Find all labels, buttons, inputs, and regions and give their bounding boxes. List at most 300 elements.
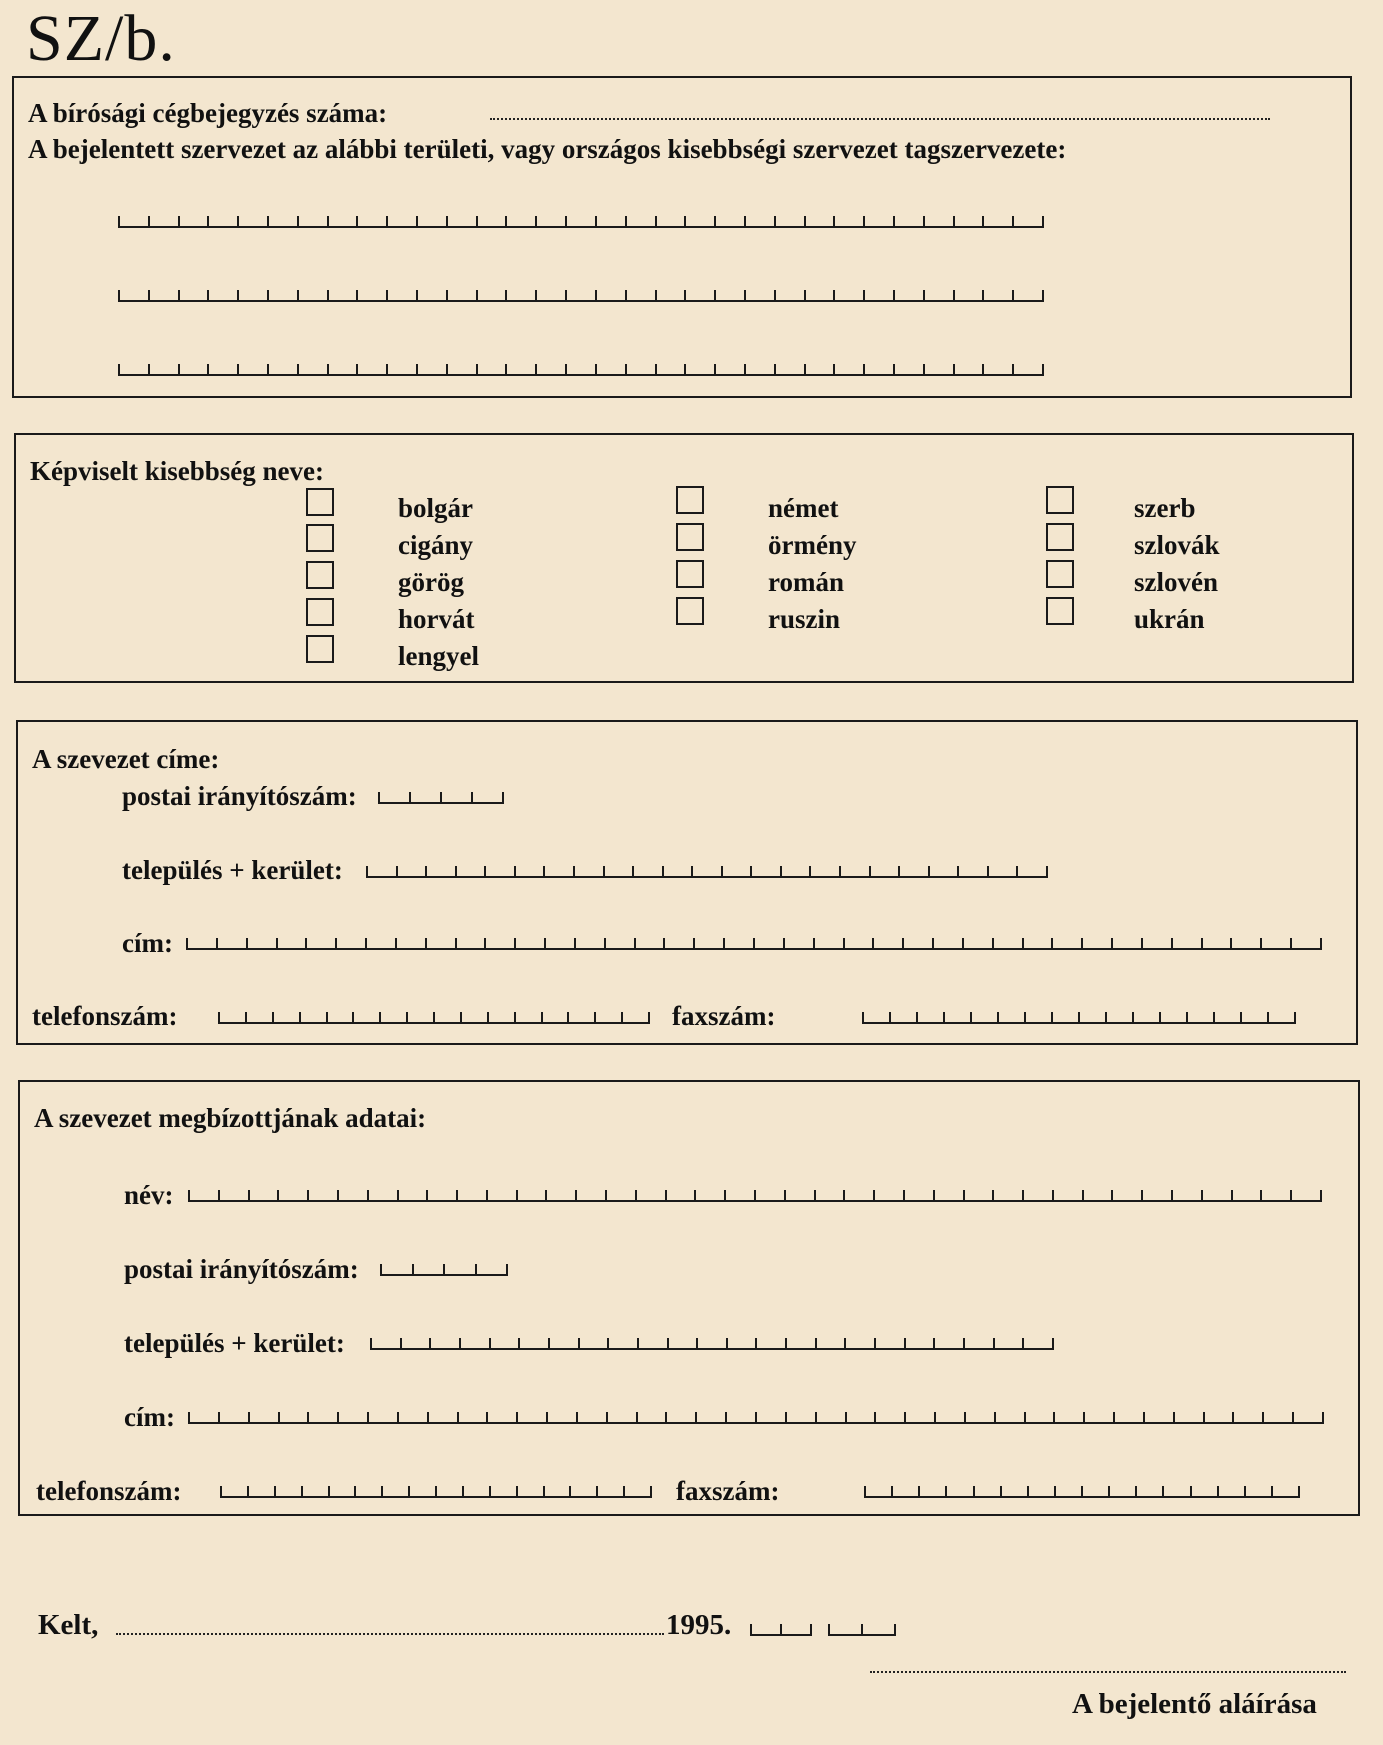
comb-tick bbox=[724, 1190, 726, 1202]
comb-tick bbox=[932, 938, 934, 950]
comb-tick bbox=[603, 866, 605, 878]
org-zip-field[interactable] bbox=[378, 792, 504, 804]
comb-tick bbox=[916, 1012, 918, 1024]
comb-tick bbox=[755, 1338, 757, 1350]
comb-tick bbox=[459, 1338, 461, 1350]
comb-tick bbox=[994, 1412, 996, 1424]
address-section-title: A szevezet címe: bbox=[32, 744, 220, 774]
comb-tick bbox=[489, 1338, 491, 1350]
kelt-label: Kelt, bbox=[38, 1609, 99, 1641]
comb-tick bbox=[335, 938, 337, 950]
comb-tick bbox=[544, 938, 546, 950]
checkbox-szlovak[interactable] bbox=[1046, 523, 1074, 551]
comb-tick bbox=[218, 1190, 220, 1202]
comb-tick bbox=[378, 792, 380, 804]
comb-tick bbox=[695, 1412, 697, 1424]
comb-tick bbox=[893, 216, 895, 228]
comb-tick bbox=[1135, 1486, 1137, 1498]
comb-tick bbox=[665, 1412, 667, 1424]
comb-tick bbox=[435, 1486, 437, 1498]
comb-tick bbox=[1113, 1412, 1115, 1424]
comb-tick bbox=[1132, 1012, 1134, 1024]
comb-tick bbox=[427, 1412, 429, 1424]
comb-tick bbox=[934, 1412, 936, 1424]
comb-tick bbox=[861, 1624, 863, 1636]
comb-tick bbox=[889, 1012, 891, 1024]
comb-tick bbox=[408, 1486, 410, 1498]
comb-tick bbox=[804, 216, 806, 228]
comb-tick bbox=[783, 938, 785, 950]
comb-tick bbox=[714, 364, 716, 376]
comb-tick bbox=[1052, 1338, 1054, 1350]
comb-tick bbox=[487, 1012, 489, 1024]
form-title: SZ/b. bbox=[26, 2, 176, 75]
checkbox-szloven[interactable] bbox=[1046, 560, 1074, 588]
comb-tick bbox=[815, 1338, 817, 1350]
comb-tick bbox=[655, 290, 657, 302]
comb-tick bbox=[1294, 1012, 1296, 1024]
comb-tick bbox=[774, 290, 776, 302]
comb-tick bbox=[625, 216, 627, 228]
comb-tick bbox=[635, 1190, 637, 1202]
comb-tick bbox=[933, 1190, 935, 1202]
comb-tick bbox=[247, 1486, 249, 1498]
comb-tick bbox=[1012, 216, 1014, 228]
comb-tick bbox=[997, 1012, 999, 1024]
rep-address-field[interactable] bbox=[188, 1412, 1324, 1424]
comb-tick bbox=[753, 938, 755, 950]
comb-tick bbox=[514, 1012, 516, 1024]
comb-tick bbox=[637, 1338, 639, 1350]
comb-tick bbox=[484, 866, 486, 878]
comb-tick bbox=[416, 290, 418, 302]
comb-tick bbox=[923, 216, 925, 228]
comb-tick bbox=[1083, 1412, 1085, 1424]
comb-tick bbox=[1027, 1486, 1029, 1498]
option-roman: román bbox=[768, 567, 845, 597]
comb-tick bbox=[839, 866, 841, 878]
option-gorog: görög bbox=[398, 567, 464, 597]
comb-tick bbox=[1022, 938, 1024, 950]
rep-name-label: név: bbox=[124, 1180, 174, 1210]
comb-tick bbox=[684, 290, 686, 302]
comb-tick bbox=[446, 290, 448, 302]
comb-tick bbox=[873, 1190, 875, 1202]
comb-tick bbox=[874, 1338, 876, 1350]
comb-tick bbox=[894, 1624, 896, 1636]
member-org-field-1[interactable] bbox=[118, 216, 1044, 228]
comb-tick bbox=[278, 1412, 280, 1424]
comb-tick bbox=[1078, 1012, 1080, 1024]
comb-tick bbox=[425, 866, 427, 878]
comb-tick bbox=[864, 1486, 866, 1498]
comb-tick bbox=[365, 938, 367, 950]
comb-tick bbox=[714, 290, 716, 302]
rep-fax-label: faxszám: bbox=[676, 1476, 780, 1506]
comb-tick bbox=[750, 866, 752, 878]
place-field[interactable] bbox=[116, 1633, 664, 1635]
checkbox-szerb[interactable] bbox=[1046, 486, 1074, 514]
comb-tick bbox=[1230, 938, 1232, 950]
comb-tick bbox=[307, 1412, 309, 1424]
option-nemet: német bbox=[768, 493, 839, 523]
comb-tick bbox=[535, 290, 537, 302]
rep-zip-field[interactable] bbox=[380, 1264, 508, 1276]
comb-tick bbox=[774, 216, 776, 228]
comb-tick bbox=[267, 216, 269, 228]
comb-tick bbox=[898, 866, 900, 878]
comb-tick bbox=[963, 1190, 965, 1202]
comb-tick bbox=[891, 1486, 893, 1498]
comb-tick bbox=[412, 1264, 414, 1276]
comb-tick bbox=[953, 290, 955, 302]
comb-tick bbox=[1108, 1486, 1110, 1498]
comb-tick bbox=[486, 1412, 488, 1424]
day-field[interactable] bbox=[828, 1624, 896, 1636]
comb-tick bbox=[1320, 1190, 1322, 1202]
comb-tick bbox=[833, 364, 835, 376]
comb-tick bbox=[576, 1412, 578, 1424]
comb-tick bbox=[476, 364, 478, 376]
comb-tick bbox=[1190, 1486, 1192, 1498]
option-bolgar: bolgár bbox=[398, 493, 474, 523]
comb-tick bbox=[541, 1012, 543, 1024]
comb-tick bbox=[367, 1412, 369, 1424]
comb-tick bbox=[804, 290, 806, 302]
rep-city-field[interactable] bbox=[370, 1338, 1054, 1350]
comb-tick bbox=[863, 364, 865, 376]
comb-tick bbox=[953, 364, 955, 376]
comb-tick bbox=[440, 792, 442, 804]
comb-tick bbox=[516, 1486, 518, 1498]
comb-tick bbox=[1024, 1412, 1026, 1424]
comb-tick bbox=[684, 216, 686, 228]
comb-tick bbox=[1232, 1412, 1234, 1424]
comb-tick bbox=[277, 1190, 279, 1202]
comb-tick bbox=[1159, 1012, 1161, 1024]
comb-tick bbox=[397, 1412, 399, 1424]
comb-tick bbox=[1051, 938, 1053, 950]
rep-address-label: cím: bbox=[124, 1402, 175, 1432]
checkbox-roman[interactable] bbox=[676, 560, 704, 588]
comb-tick bbox=[621, 1012, 623, 1024]
comb-tick bbox=[565, 290, 567, 302]
option-szerb: szerb bbox=[1134, 493, 1196, 523]
comb-tick bbox=[400, 1338, 402, 1350]
org-city-field[interactable] bbox=[366, 866, 1048, 878]
comb-tick bbox=[684, 364, 686, 376]
comb-tick bbox=[596, 1486, 598, 1498]
comb-tick bbox=[455, 866, 457, 878]
comb-tick bbox=[366, 866, 368, 878]
comb-tick bbox=[1081, 938, 1083, 950]
comb-tick bbox=[725, 1412, 727, 1424]
comb-tick bbox=[1042, 216, 1044, 228]
comb-tick bbox=[636, 1412, 638, 1424]
comb-tick bbox=[1000, 1486, 1002, 1498]
comb-tick bbox=[218, 1012, 220, 1024]
org-phone-label: telefonszám: bbox=[32, 1001, 178, 1031]
comb-tick bbox=[267, 364, 269, 376]
minority-label: Képviselt kisebbség neve: bbox=[30, 456, 324, 486]
comb-tick bbox=[505, 216, 507, 228]
comb-tick bbox=[356, 216, 358, 228]
option-szlovak: szlovák bbox=[1134, 530, 1220, 560]
option-ruszin: ruszin bbox=[768, 604, 841, 634]
checkbox-gorog[interactable] bbox=[306, 561, 334, 589]
comb-tick bbox=[774, 364, 776, 376]
comb-tick bbox=[755, 1412, 757, 1424]
comb-tick bbox=[1162, 1486, 1164, 1498]
comb-tick bbox=[460, 1012, 462, 1024]
comb-tick bbox=[828, 1624, 830, 1636]
comb-tick bbox=[457, 1412, 459, 1424]
member-organization-label: A bejelentett szervezet az alábbi területi, vagy országos kisebbségi szervezet tagszervezete: bbox=[28, 134, 1067, 164]
year-label: 1995. bbox=[666, 1609, 732, 1641]
comb-tick bbox=[569, 1486, 571, 1498]
comb-tick bbox=[780, 866, 782, 878]
comb-tick bbox=[665, 1190, 667, 1202]
comb-tick bbox=[693, 938, 695, 950]
rep-name-field[interactable] bbox=[188, 1190, 1322, 1202]
comb-tick bbox=[406, 1012, 408, 1024]
comb-tick bbox=[863, 216, 865, 228]
comb-tick bbox=[326, 1012, 328, 1024]
checkbox-ruszin[interactable] bbox=[676, 597, 704, 625]
comb-tick bbox=[1292, 1412, 1294, 1424]
rep-city-label: település + kerület: bbox=[124, 1328, 345, 1358]
comb-tick bbox=[1016, 866, 1018, 878]
checkbox-nemet[interactable] bbox=[676, 486, 704, 514]
comb-tick bbox=[297, 364, 299, 376]
comb-tick bbox=[869, 866, 871, 878]
comb-tick bbox=[327, 364, 329, 376]
comb-tick bbox=[721, 866, 723, 878]
comb-tick bbox=[953, 216, 955, 228]
month-field[interactable] bbox=[750, 1624, 812, 1636]
comb-tick bbox=[923, 290, 925, 302]
member-org-field-3[interactable] bbox=[118, 364, 1044, 376]
comb-tick bbox=[148, 290, 150, 302]
checkbox-lengyel[interactable] bbox=[306, 635, 334, 663]
comb-tick bbox=[833, 290, 835, 302]
comb-tick bbox=[548, 1338, 550, 1350]
comb-tick bbox=[188, 1412, 190, 1424]
comb-tick bbox=[367, 1190, 369, 1202]
org-phone-field[interactable] bbox=[218, 1012, 650, 1024]
comb-tick bbox=[744, 364, 746, 376]
comb-tick bbox=[426, 1190, 428, 1202]
comb-tick bbox=[963, 1338, 965, 1350]
comb-tick bbox=[574, 938, 576, 950]
checkbox-ormeny[interactable] bbox=[676, 523, 704, 551]
comb-tick bbox=[543, 866, 545, 878]
comb-tick bbox=[297, 290, 299, 302]
comb-tick bbox=[506, 1264, 508, 1276]
comb-tick bbox=[957, 866, 959, 878]
comb-tick bbox=[1298, 1486, 1300, 1498]
comb-tick bbox=[945, 1486, 947, 1498]
comb-tick bbox=[893, 364, 895, 376]
comb-tick bbox=[327, 216, 329, 228]
comb-tick bbox=[1217, 1486, 1219, 1498]
checkbox-ukran[interactable] bbox=[1046, 597, 1074, 625]
comb-tick bbox=[505, 364, 507, 376]
comb-tick bbox=[1271, 1486, 1273, 1498]
comb-tick bbox=[443, 1264, 445, 1276]
comb-tick bbox=[455, 938, 457, 950]
comb-tick bbox=[604, 938, 606, 950]
comb-tick bbox=[902, 938, 904, 950]
comb-tick bbox=[754, 1190, 756, 1202]
comb-tick bbox=[1244, 1486, 1246, 1498]
comb-tick bbox=[650, 1486, 652, 1498]
comb-tick bbox=[386, 364, 388, 376]
comb-tick bbox=[962, 938, 964, 950]
comb-tick bbox=[655, 216, 657, 228]
comb-tick bbox=[1024, 1012, 1026, 1024]
comb-tick bbox=[299, 1012, 301, 1024]
option-horvat: horvát bbox=[398, 604, 475, 634]
comb-tick bbox=[804, 364, 806, 376]
comb-tick bbox=[356, 290, 358, 302]
comb-tick bbox=[207, 364, 209, 376]
comb-tick bbox=[605, 1190, 607, 1202]
comb-tick bbox=[845, 1412, 847, 1424]
comb-tick bbox=[267, 290, 269, 302]
comb-tick bbox=[218, 1412, 220, 1424]
org-fax-label: faxszám: bbox=[672, 1001, 776, 1031]
comb-tick bbox=[1213, 1012, 1215, 1024]
comb-tick bbox=[118, 216, 120, 228]
comb-tick bbox=[475, 1264, 477, 1276]
comb-tick bbox=[545, 1190, 547, 1202]
comb-tick bbox=[648, 1012, 650, 1024]
comb-tick bbox=[1290, 1190, 1292, 1202]
comb-tick bbox=[476, 216, 478, 228]
representative-section-title: A szevezet megbízottjának adatai: bbox=[34, 1103, 427, 1133]
comb-tick bbox=[714, 216, 716, 228]
court-registration-field[interactable] bbox=[490, 118, 1270, 120]
comb-tick bbox=[272, 1012, 274, 1024]
comb-tick bbox=[1046, 866, 1048, 878]
comb-tick bbox=[1012, 364, 1014, 376]
comb-tick bbox=[352, 1012, 354, 1024]
comb-tick bbox=[607, 1338, 609, 1350]
comb-tick bbox=[1052, 1190, 1054, 1202]
comb-tick bbox=[178, 290, 180, 302]
comb-tick bbox=[1042, 364, 1044, 376]
comb-tick bbox=[933, 1338, 935, 1350]
comb-tick bbox=[516, 1190, 518, 1202]
comb-tick bbox=[1141, 938, 1143, 950]
comb-tick bbox=[1143, 1412, 1145, 1424]
comb-tick bbox=[433, 1012, 435, 1024]
comb-tick bbox=[903, 1190, 905, 1202]
option-cigany: cigány bbox=[398, 530, 474, 560]
comb-tick bbox=[785, 1338, 787, 1350]
rep-phone-field[interactable] bbox=[220, 1486, 652, 1498]
comb-tick bbox=[696, 1338, 698, 1350]
comb-tick bbox=[815, 1412, 817, 1424]
comb-tick bbox=[595, 290, 597, 302]
comb-tick bbox=[726, 1338, 728, 1350]
org-fax-field[interactable] bbox=[862, 1012, 1296, 1024]
signature-line[interactable] bbox=[870, 1671, 1346, 1673]
comb-tick bbox=[207, 216, 209, 228]
comb-tick bbox=[833, 216, 835, 228]
comb-tick bbox=[1171, 1190, 1173, 1202]
comb-tick bbox=[1051, 1012, 1053, 1024]
comb-tick bbox=[662, 866, 664, 878]
comb-tick bbox=[992, 938, 994, 950]
comb-tick bbox=[663, 938, 665, 950]
representative-section bbox=[18, 1080, 1360, 1516]
comb-tick bbox=[992, 1190, 994, 1202]
rep-fax-field[interactable] bbox=[864, 1486, 1300, 1498]
comb-tick bbox=[943, 1012, 945, 1024]
comb-tick bbox=[446, 364, 448, 376]
comb-tick bbox=[1231, 1190, 1233, 1202]
comb-tick bbox=[516, 1412, 518, 1424]
checkbox-bolgar[interactable] bbox=[306, 488, 334, 516]
comb-tick bbox=[1262, 1412, 1264, 1424]
comb-tick bbox=[416, 216, 418, 228]
comb-tick bbox=[874, 1412, 876, 1424]
comb-tick bbox=[178, 364, 180, 376]
comb-tick bbox=[248, 1412, 250, 1424]
comb-tick bbox=[694, 1190, 696, 1202]
comb-tick bbox=[575, 1190, 577, 1202]
comb-tick bbox=[514, 866, 516, 878]
comb-tick bbox=[565, 216, 567, 228]
signature-label: A bejelentő aláírása bbox=[1072, 1688, 1317, 1720]
comb-tick bbox=[337, 1412, 339, 1424]
comb-tick bbox=[535, 216, 537, 228]
comb-tick bbox=[356, 364, 358, 376]
comb-tick bbox=[543, 1486, 545, 1498]
comb-tick bbox=[1260, 1190, 1262, 1202]
comb-tick bbox=[987, 866, 989, 878]
comb-tick bbox=[780, 1624, 782, 1636]
comb-tick bbox=[594, 1012, 596, 1024]
comb-tick bbox=[843, 1190, 845, 1202]
comb-tick bbox=[1260, 938, 1262, 950]
comb-tick bbox=[784, 1190, 786, 1202]
comb-tick bbox=[118, 290, 120, 302]
comb-tick bbox=[893, 290, 895, 302]
comb-tick bbox=[386, 216, 388, 228]
org-address-field[interactable] bbox=[186, 938, 1322, 950]
comb-tick bbox=[337, 1190, 339, 1202]
checkbox-cigany[interactable] bbox=[306, 524, 334, 552]
checkbox-horvat[interactable] bbox=[306, 598, 334, 626]
comb-tick bbox=[993, 1338, 995, 1350]
member-org-field-2[interactable] bbox=[118, 290, 1044, 302]
comb-tick bbox=[178, 216, 180, 228]
comb-tick bbox=[535, 364, 537, 376]
comb-tick bbox=[595, 364, 597, 376]
comb-tick bbox=[274, 1486, 276, 1498]
comb-tick bbox=[207, 290, 209, 302]
comb-tick bbox=[396, 866, 398, 878]
comb-tick bbox=[1322, 1412, 1324, 1424]
comb-tick bbox=[1111, 1190, 1113, 1202]
comb-tick bbox=[982, 364, 984, 376]
comb-tick bbox=[381, 1486, 383, 1498]
comb-tick bbox=[1201, 938, 1203, 950]
comb-tick bbox=[970, 1012, 972, 1024]
